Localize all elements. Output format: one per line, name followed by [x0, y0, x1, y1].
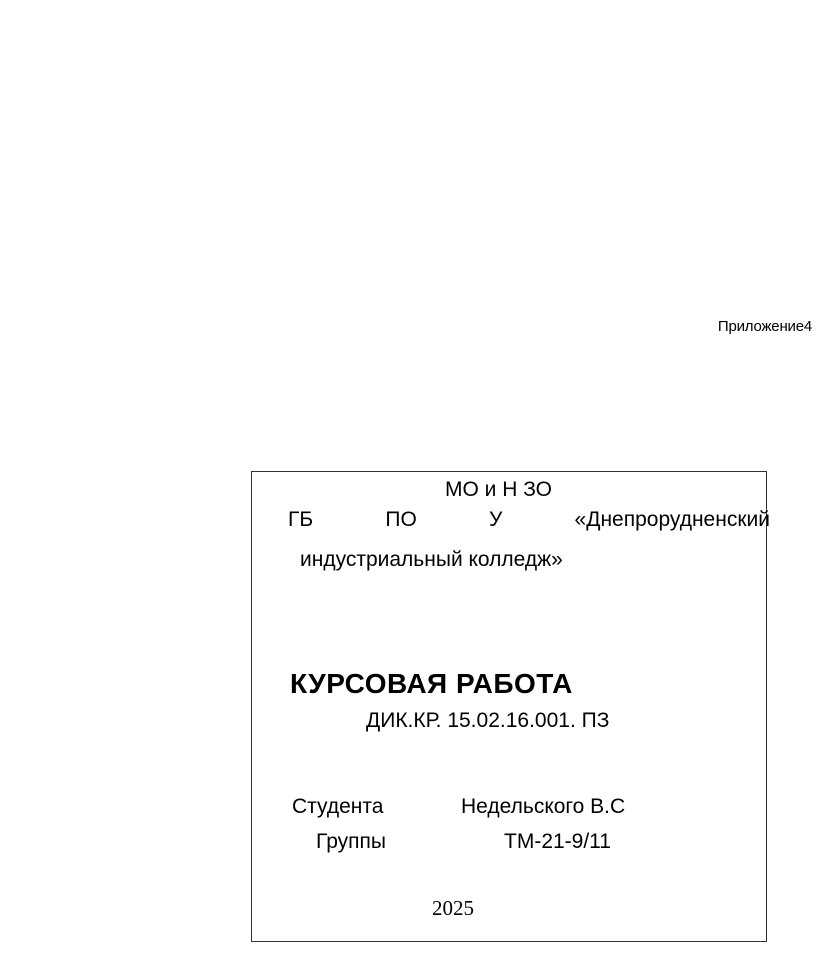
student-name: Недельского В.С — [461, 795, 626, 818]
work-title: КУРСОВАЯ РАБОТА — [290, 668, 573, 699]
group-value: ТМ-21-9/11 — [504, 830, 611, 853]
appendix-label: Приложение4 — [717, 318, 812, 335]
org-word-4: «Днепрорудненский — [574, 508, 770, 531]
student-label: Студента — [292, 795, 384, 818]
org-word-1: ГБ — [288, 508, 314, 531]
organization-line-2: индустриальный колледж» — [300, 548, 563, 571]
org-word-2: ПО — [385, 508, 417, 531]
title-page-frame — [251, 471, 770, 942]
group-label: Группы — [316, 830, 386, 853]
ministry-line: МО и Н ЗО — [445, 478, 553, 501]
organization-line-1 — [288, 508, 770, 532]
org-word-3: У — [489, 508, 503, 531]
year: 2025 — [432, 896, 474, 920]
document-code: ДИК.КР. 15.02.16.001. ПЗ — [366, 709, 610, 732]
